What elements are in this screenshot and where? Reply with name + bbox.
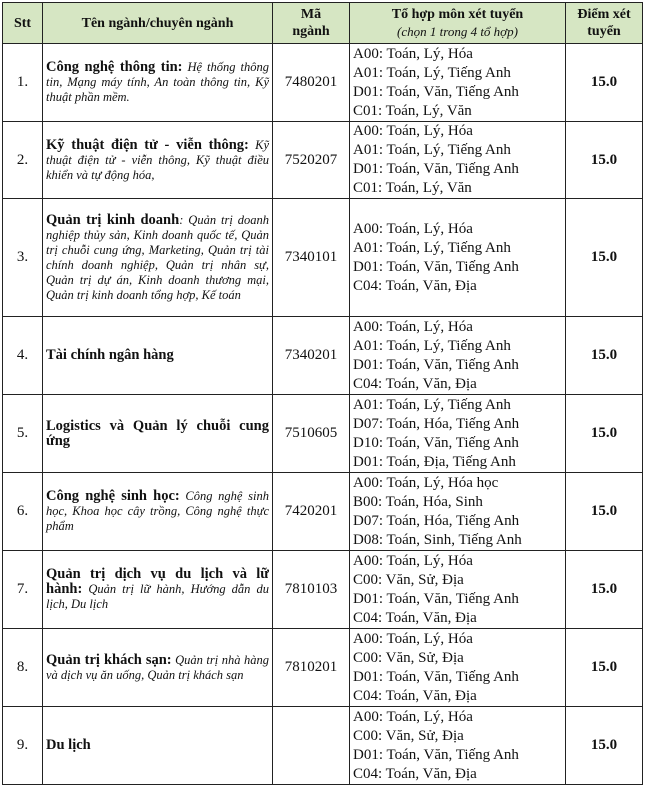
combination-item: C04: Toán, Văn, Địa <box>353 765 477 782</box>
header-score <box>566 3 643 44</box>
combination-item: D01: Toán, Văn, Tiếng Anh <box>353 161 519 177</box>
subject-combinations <box>350 395 566 473</box>
subject-combinations <box>350 473 566 551</box>
table-row <box>3 199 643 317</box>
major-code: 7520207 <box>273 122 350 199</box>
subject-combinations <box>350 122 566 199</box>
subject-combinations <box>350 199 566 317</box>
header-score-line2: tuyển <box>587 24 621 39</box>
combination-item: B00: Toán, Hóa, Sinh <box>353 493 483 510</box>
specializations: Hệ thống thông tin, Mạng máy tính, An toàn thông tin, Kỹ thuật phần mềm. <box>46 60 269 104</box>
header-score-line1: Điểm xét <box>577 7 631 22</box>
combination-item: D01: Toán, Địa, Tiếng Anh <box>353 453 516 470</box>
combination-item: C04: Toán, Văn, Địa <box>353 277 477 294</box>
admission-score: 15.0 <box>566 707 643 785</box>
row-stt: 1. <box>3 44 43 122</box>
row-name-cell <box>43 122 273 199</box>
header-row <box>3 3 643 44</box>
combination-item: C04: Toán, Văn, Địa <box>353 609 477 626</box>
row-stt: 9. <box>3 707 43 785</box>
header-code-line1: Mã <box>300 7 322 22</box>
header-combo <box>350 3 566 44</box>
subject-combinations <box>350 551 566 629</box>
combination-item: D07: Toán, Hóa, Tiếng Anh <box>353 512 520 529</box>
admission-score: 15.0 <box>566 395 643 473</box>
header-combo-title: Tổ hợp môn xét tuyển <box>391 7 524 22</box>
admission-score: 15.0 <box>566 199 643 317</box>
combination-item: A01: Toán, Lý, Tiếng Anh <box>353 142 511 158</box>
subject-combinations <box>350 707 566 785</box>
row-name-cell <box>43 551 273 629</box>
combination-item: A00: Toán, Lý, Hóa <box>353 220 473 237</box>
combination-item: A00: Toán, Lý, Hóa <box>353 552 473 569</box>
major-code: 7420201 <box>273 473 350 551</box>
subject-combinations <box>350 317 566 395</box>
row-stt: 4. <box>3 317 43 395</box>
major-name: Quản trị dịch vụ du lịch và lữ hành: <box>46 566 269 597</box>
admission-score: 15.0 <box>566 122 643 199</box>
major-code: 7810201 <box>273 629 350 707</box>
admission-score: 15.0 <box>566 551 643 629</box>
major-name: Quản trị kinh doanh <box>46 211 180 228</box>
combination-item: C00: Văn, Sử, Địa <box>353 571 464 588</box>
major-code: 7340101 <box>273 199 350 317</box>
combination-item: A01: Toán, Lý, Tiếng Anh <box>353 396 511 413</box>
table-row <box>3 629 643 707</box>
admission-score: 15.0 <box>566 473 643 551</box>
row-name-cell <box>43 629 273 707</box>
row-name-cell <box>43 707 273 785</box>
subject-combinations <box>350 629 566 707</box>
combination-item: D01: Toán, Văn, Tiếng Anh <box>353 746 519 763</box>
admission-score: 15.0 <box>566 44 643 122</box>
table-row <box>3 122 643 199</box>
specializations: Công nghệ sinh học, Khoa học cây trồng, Công nghệ thực phẩm <box>46 489 269 533</box>
header-name: Tên ngành/chuyên ngành <box>43 3 273 44</box>
combination-item: D01: Toán, Văn, Tiếng Anh <box>353 83 519 100</box>
row-name-cell <box>43 395 273 473</box>
combination-item: C00: Văn, Sử, Địa <box>353 727 464 744</box>
combination-item: A00: Toán, Lý, Hóa <box>353 45 473 62</box>
combination-item: A00: Toán, Lý, Hóa học <box>353 474 499 491</box>
admission-score: 15.0 <box>566 317 643 395</box>
combination-item: D07: Toán, Hóa, Tiếng Anh <box>353 415 520 432</box>
major-code: 7480201 <box>273 44 350 122</box>
combination-item: A01: Toán, Lý, Tiếng Anh <box>353 64 511 81</box>
combination-item: C04: Toán, Văn, Địa <box>353 375 477 392</box>
row-stt: 6. <box>3 473 43 551</box>
table-row <box>3 551 643 629</box>
combination-item: A01: Toán, Lý, Tiếng Anh <box>353 337 511 354</box>
major-name: Công nghệ sinh học: <box>46 488 180 504</box>
table-row <box>3 395 643 473</box>
row-stt: 7. <box>3 551 43 629</box>
combination-item: D01: Toán, Văn, Tiếng Anh <box>353 258 519 275</box>
specializations: Quản trị lữ hành, Hướng dẫn du lịch, Du lịch <box>46 582 269 611</box>
table-row <box>3 44 643 122</box>
row-name-cell <box>43 199 273 317</box>
table-row <box>3 317 643 395</box>
row-name-cell <box>43 44 273 122</box>
row-stt: 2. <box>3 122 43 199</box>
header-code-line2: ngành <box>292 24 330 39</box>
major-name: Logistics và Quản lý chuỗi cung ứng <box>46 417 269 449</box>
combination-item: A01: Toán, Lý, Tiếng Anh <box>353 239 511 256</box>
combination-item: C01: Toán, Lý, Văn <box>353 180 472 196</box>
row-stt: 5. <box>3 395 43 473</box>
specializations: : Quản trị doanh nghiệp thủy sản, Kinh doanh quốc tế, Quản trị chuỗi cung ứng, Marketing, Quản trị tài chính doanh nghiệp, Quản trị nhân sự, Quản trị dự án, Kinh doanh thương mại, Quản trị kinh doanh tổng hợp, Kế toán <box>46 212 269 302</box>
row-stt: 8. <box>3 629 43 707</box>
combination-item: A00: Toán, Lý, Hóa <box>353 123 473 139</box>
combination-item: D08: Toán, Sinh, Tiếng Anh <box>353 531 522 548</box>
major-name: Kỹ thuật điện tử - viễn thông: <box>46 136 249 153</box>
header-stt: Stt <box>3 3 43 44</box>
combination-item: A00: Toán, Lý, Hóa <box>353 318 473 335</box>
admission-score: 15.0 <box>566 629 643 707</box>
row-name-cell <box>43 317 273 395</box>
major-name: Tài chính ngân hàng <box>46 347 174 363</box>
combination-item: D01: Toán, Văn, Tiếng Anh <box>353 590 519 607</box>
table-body <box>3 44 643 785</box>
major-name: Quản trị khách sạn: <box>46 651 172 668</box>
specializations: Quản trị nhà hàng và dịch vụ ăn uống, Quản trị khách sạn <box>46 652 269 682</box>
table-row <box>3 707 643 785</box>
major-name: Du lịch <box>46 737 91 753</box>
major-code: 7510605 <box>273 395 350 473</box>
table-row <box>3 473 643 551</box>
combination-item: D01: Toán, Văn, Tiếng Anh <box>353 668 519 685</box>
major-code: 7340201 <box>273 317 350 395</box>
major-code: 7810103 <box>273 551 350 629</box>
admission-table <box>2 2 643 785</box>
combination-item: A00: Toán, Lý, Hóa <box>353 630 473 647</box>
combination-item: D10: Toán, Văn, Tiếng Anh <box>353 434 519 451</box>
header-code <box>273 3 350 44</box>
subject-combinations <box>350 44 566 122</box>
combination-item: C00: Văn, Sử, Địa <box>353 649 464 666</box>
combination-item: D01: Toán, Văn, Tiếng Anh <box>353 356 519 373</box>
combination-item: A00: Toán, Lý, Hóa <box>353 708 473 725</box>
major-name: Công nghệ thông tin: <box>46 59 183 75</box>
major-code <box>273 707 350 785</box>
combination-item: C04: Toán, Văn, Địa <box>353 687 477 704</box>
combination-item: C01: Toán, Lý, Văn <box>353 102 472 119</box>
header-combo-sub: (chọn 1 trong 4 tổ hợp) <box>397 24 518 39</box>
row-stt: 3. <box>3 199 43 317</box>
specializations: Kỹ thuật điện tử - viễn thông, Kỹ thuật điều khiển và tự động hóa, <box>46 137 269 182</box>
row-name-cell <box>43 473 273 551</box>
